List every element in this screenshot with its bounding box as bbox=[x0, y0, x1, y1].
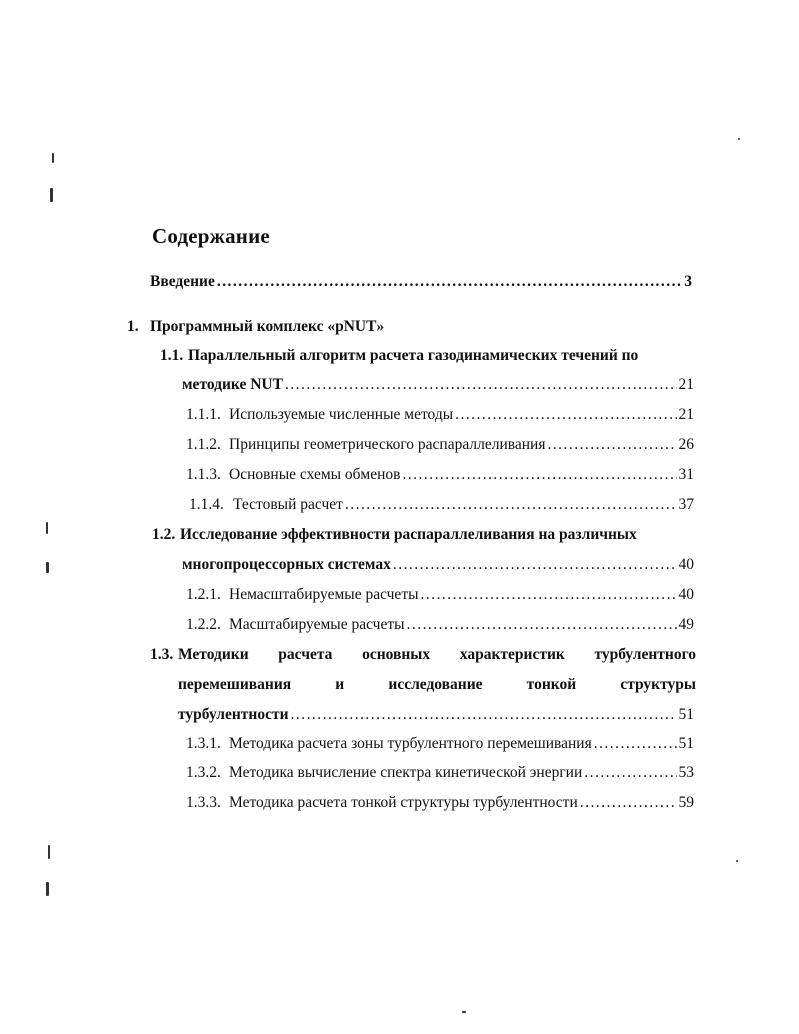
toc-entry-number: 1.1.1. bbox=[186, 406, 221, 423]
scan-artifact bbox=[52, 153, 54, 163]
scan-artifact bbox=[46, 522, 48, 534]
toc-page-number: 59 bbox=[678, 794, 694, 811]
toc-entry-number: 1.2. bbox=[152, 526, 176, 543]
toc-entry-intro bbox=[0, 270, 799, 294]
toc-entry-label: Используемые численные методы bbox=[229, 406, 454, 423]
toc-page-number: 40 bbox=[678, 556, 694, 573]
toc-entry-label: методике NUT bbox=[182, 376, 283, 393]
toc-entry-number: 1.3.3. bbox=[186, 794, 221, 811]
scan-artifact bbox=[46, 562, 49, 573]
toc-section-1-2-cont bbox=[0, 553, 799, 577]
scan-artifact bbox=[462, 1011, 466, 1013]
toc-title: Содержание bbox=[152, 224, 270, 248]
leader-dots bbox=[421, 583, 677, 607]
toc-entry-number: 1.1.2. bbox=[186, 436, 221, 453]
toc-entry-number: 1. bbox=[127, 318, 139, 335]
leader-dots bbox=[594, 732, 677, 756]
toc-entry-label: Программный комплекс «pNUT» bbox=[150, 318, 385, 335]
toc-page-number: 3 bbox=[684, 273, 692, 290]
scan-artifact bbox=[736, 860, 738, 862]
toc-subsection-1-1-4 bbox=[0, 493, 799, 517]
toc-page-number: 21 bbox=[678, 406, 694, 423]
toc-page-number: 31 bbox=[678, 466, 694, 483]
toc-section-1-1 bbox=[0, 344, 799, 368]
toc-entry-label: Немасштабируемые расчеты bbox=[229, 586, 419, 603]
toc-subsection-1-3-3 bbox=[0, 791, 799, 815]
leader-dots bbox=[285, 373, 677, 397]
toc-subsection-1-2-2 bbox=[0, 613, 799, 637]
toc-entry-number: 1.3.2. bbox=[186, 764, 221, 781]
toc-entry-label: Тестовый расчет bbox=[233, 496, 343, 513]
toc-entry-number: 1.2.1. bbox=[186, 586, 221, 603]
leader-dots bbox=[407, 613, 677, 637]
toc-section-1-3-cont bbox=[0, 703, 799, 727]
leader-dots bbox=[393, 553, 677, 577]
toc-subsection-1-1-3 bbox=[0, 463, 799, 487]
toc-entry-number: 1.1.3. bbox=[186, 466, 221, 483]
toc-section-1-2 bbox=[0, 523, 799, 547]
toc-section-1-1-cont bbox=[0, 373, 799, 397]
toc-entry-label: Принципы геометрического распараллеливания bbox=[229, 436, 546, 453]
toc-entry-label: турбулентности bbox=[178, 706, 289, 723]
toc-entry-number: 1.3.1. bbox=[186, 735, 221, 752]
leader-dots bbox=[584, 761, 676, 785]
leader-dots bbox=[455, 403, 676, 427]
toc-page-number: 26 bbox=[678, 436, 694, 453]
toc-subsection-1-1-1 bbox=[0, 403, 799, 427]
toc-entry-number: 1.3. bbox=[150, 646, 174, 663]
toc-entry-label: Основные схемы обменов bbox=[229, 466, 401, 483]
toc-entry-label: Введение bbox=[150, 273, 215, 290]
toc-subsection-1-1-2 bbox=[0, 433, 799, 457]
leader-dots bbox=[547, 433, 676, 457]
toc-entry-label: Параллельный алгоритм расчета газодинамических течений по bbox=[188, 347, 639, 364]
toc-page-number: 37 bbox=[678, 496, 694, 513]
leader-dots bbox=[217, 270, 682, 294]
leader-dots bbox=[402, 463, 676, 487]
toc-entry-label: Методики расчета основных характеристик турбулентного bbox=[178, 646, 696, 663]
toc-chapter-1 bbox=[0, 315, 799, 339]
toc-subsection-1-3-1 bbox=[0, 732, 799, 756]
scan-artifact bbox=[48, 845, 50, 859]
leader-dots bbox=[580, 791, 677, 815]
toc-subsection-1-2-1 bbox=[0, 583, 799, 607]
toc-page-number: 53 bbox=[678, 764, 694, 781]
toc-entry-label: Методика вычисление спектра кинетической энергии bbox=[229, 764, 583, 781]
toc-entry-label: Методика расчета тонкой структуры турбулентности bbox=[229, 794, 578, 811]
toc-page-number: 21 bbox=[678, 376, 694, 393]
scan-artifact bbox=[738, 138, 740, 140]
toc-entry-label: Исследование эффективности распараллеливания на различных bbox=[180, 526, 637, 543]
toc-page-number: 51 bbox=[678, 735, 694, 752]
toc-page-number: 40 bbox=[678, 586, 694, 603]
toc-page-number: 49 bbox=[678, 616, 694, 633]
toc-entry-number: 1.1.4. bbox=[189, 496, 224, 513]
leader-dots bbox=[291, 703, 677, 727]
toc-entry-number: 1.2.2. bbox=[186, 616, 221, 633]
toc-entry-label: Масштабируемые расчеты bbox=[229, 616, 405, 633]
toc-entry-label: многопроцессорных системах bbox=[182, 556, 391, 573]
scan-artifact bbox=[50, 188, 53, 202]
toc-page-number: 51 bbox=[678, 706, 694, 723]
toc-subsection-1-3-2 bbox=[0, 761, 799, 785]
scan-artifact bbox=[46, 882, 49, 896]
toc-entry-label-line2: перемешивания и исследование тонкой структуры bbox=[178, 676, 696, 693]
toc-entry-label: Методика расчета зоны турбулентного перемешивания bbox=[229, 735, 592, 752]
leader-dots bbox=[345, 493, 677, 517]
toc-entry-number: 1.1. bbox=[160, 347, 184, 364]
